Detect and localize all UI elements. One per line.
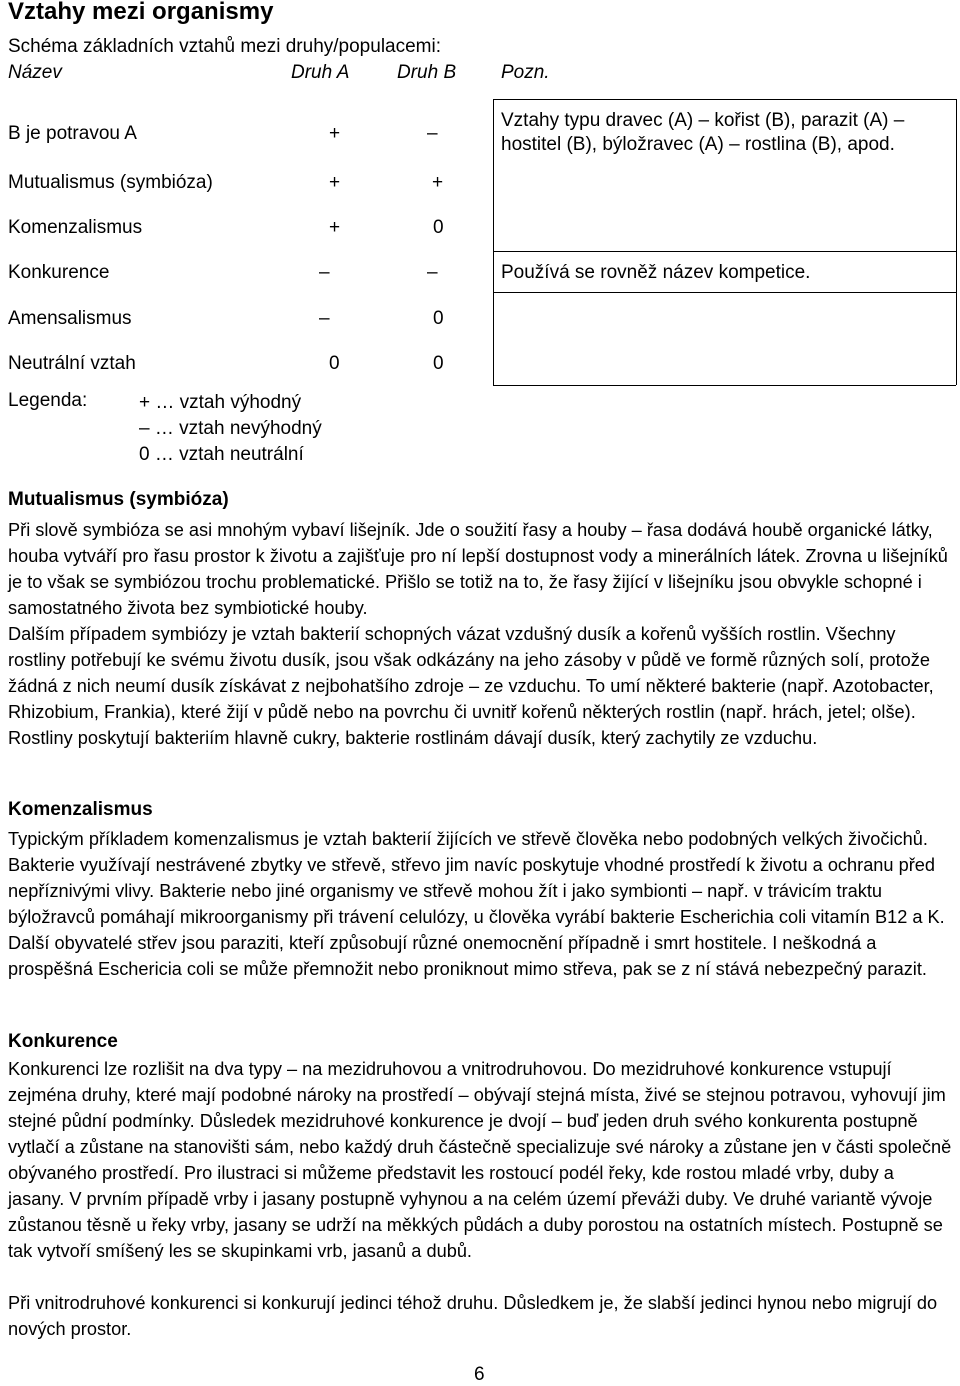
note-bottom-border (493, 385, 956, 386)
row-value-a: – (319, 308, 330, 329)
row-name: B je potravou A (8, 123, 137, 144)
note-column-right-border (956, 99, 957, 385)
section-title-commensalism: Komenzalismus (8, 799, 153, 820)
legend-item: 0 … vztah neutrální (139, 444, 304, 465)
note-competition: Používá se rovněž název kompetice. (501, 262, 811, 283)
paragraph: Typickým příkladem komenzalismus je vztah bakterií žijících ve střevě člověka nebo podobných velkých živočichů. Bakterie využívají nestrávené zbytky ve střevě, střevo jim navíc poskytuje vhodné prostředí k životu a ochranu před nepříznivými vlivy. Bakterie nebo jiné organismy ve střevě mohou žít i jako symbionti – např. v trávicím traktu býložravců pomáhají mikroorganismy při trávení celulózy, u člověka vyrábí bakterie Escherichia coli vitamín B12 a K. Další obyvatelé střev jsou paraziti, kteří způsobují různé onemocnění případně i smrt hostitele. I neškodná a prospěšná Eschericia coli se může přemnožit nebo proniknout mimo střeva, pak se z ní stává nebezpečný parazit. (8, 829, 945, 979)
note-line: Vztahy typu dravec (A) – kořist (B), parazit (A) – (501, 110, 905, 131)
paragraph: Konkurenci lze rozlišit na dva typy – na mezidruhovou a vnitrodruhovou. Do mezidruhové konkurence vstupují zejména druhy, které mají podobné nároky na prostředí – obývají stejná místa, živé se stejnou potravou, vyhovují jim stejné půdní podmínky. Důsledek mezidruhové konkurence je dvojí – buď jeden druh svého konkurenta postupně vytlačí a zůstane na stanovišti sám, nebo každý druh částečně specializuje své nároky a zůstane jen v části společně obývaného prostředí. Pro ilustraci si můžeme představit les rostoucí podél řeky, kde rostou mladé vrby, duby a jasany. V prvním případě vrby i jasany postupně vyhynou a na celém území převáži duby. Ve druhé variantě vývoje zůstanou těsně u řeky vrby, jasany se udrží na měkkých půdách a duby porostou na ostatních místech. Postupně se tak vytvoří smíšený les se skupinkami vrb, jasanů a dubů. (8, 1059, 952, 1261)
legend-list (139, 390, 322, 468)
row-name: Amensalismus (8, 308, 132, 329)
legend-label: Legenda: (8, 390, 88, 411)
row-value-a: + (329, 172, 341, 193)
row-value-b: 0 (433, 217, 444, 238)
row-value-b: + (432, 172, 444, 193)
legend-item: – … vztah nevýhodný (139, 418, 322, 439)
note-top-border (493, 99, 956, 100)
row-name: Konkurence (8, 262, 110, 283)
note-line: hostitel (B), býložravec (A) – rostlina (B), apod. (501, 134, 895, 155)
note-middle-border (493, 251, 956, 252)
row-value-a: – (319, 262, 330, 283)
section-title-competition: Konkurence (8, 1031, 118, 1052)
note-predator-prey (501, 109, 904, 157)
table-caption: Schéma základních vztahů mezi druhy/populacemi: (8, 36, 442, 57)
section-title-mutualism: Mutualismus (symbióza) (8, 489, 229, 510)
row-name: Komenzalismus (8, 217, 143, 238)
row-value-b: 0 (433, 353, 444, 374)
paragraph: Při vnitrodruhové konkurenci si konkurují jedinci téhož druhu. Důsledkem je, že slabší jedinci hynou nebo migrují do nových prostor. (8, 1293, 938, 1339)
row-value-b: – (427, 262, 438, 283)
note-lower-border (493, 292, 956, 293)
header-name: Název (8, 62, 62, 83)
row-value-b: – (427, 123, 438, 144)
paragraph: Dalším případem symbiózy je vztah bakterií schopných vázat vzdušný dusík a kořenů vyšších rostlin. Všechny rostliny potřebují ke svému životu dusík, jsou však odkázány na jeho zásoby v půdě ve formě různých solí, protože žádná z nich neumí dusík získávat z nejbohatšího zdroje – ze vzduchu. To umí některé bakterie (např. Azotobacter, Rhizobium, Frankia), které žijí v půdě nebo na povrchu či uvnitř kořenů některých rostlin (např. hrách, jetel; olše). Rostliny poskytují bakteriím hlavně cukry, bakterie rostlinám dávají dusík, který zachytily ze vzduchu. (8, 624, 934, 748)
row-value-b: 0 (433, 308, 444, 329)
legend-item: + … vztah výhodný (139, 392, 302, 413)
row-name: Neutrální vztah (8, 353, 136, 374)
row-value-a: 0 (329, 353, 340, 374)
header-species-a: Druh A (291, 62, 350, 83)
page-number: 6 (474, 1364, 485, 1385)
row-value-a: + (329, 217, 341, 238)
row-name: Mutualismus (symbióza) (8, 172, 213, 193)
header-species-b: Druh B (397, 62, 457, 83)
page-title: Vztahy mezi organismy (8, 0, 274, 25)
note-column-left-border (493, 99, 494, 385)
row-value-a: + (329, 123, 341, 144)
header-note: Pozn. (501, 62, 550, 83)
paragraph: Při slově symbióza se asi mnohým vybaví lišejník. Jde o soužití řasy a houby – řasa dodává houbě organické látky, houba vytváří pro řasu prostor k životu a zajišťuje pro ní lepší dostupnost vody a minerálních látek. Zrovna u lišejníků je to však se symbiózou trochu problematické. Přišlo se totiž na to, že řasy žijící v lišejníku jsou obvykle schopné i samostatného života bez symbiotické houby. (8, 520, 948, 618)
